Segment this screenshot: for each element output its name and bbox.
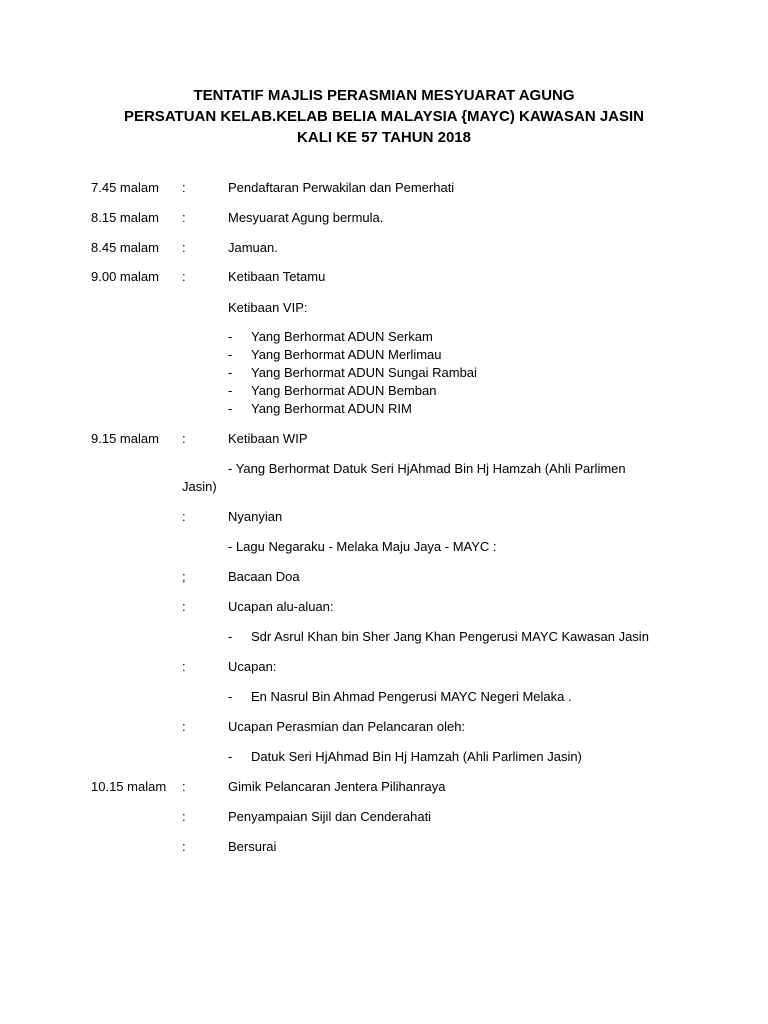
list-item xyxy=(0,382,768,400)
agenda-row xyxy=(0,209,768,227)
agenda-item: Ucapan Perasmian dan Pelancaran oleh: xyxy=(228,719,466,734)
vip-name: Yang Berhormat ADUN Bemban xyxy=(251,383,437,398)
vip-name: Yang Berhormat ADUN RIM xyxy=(251,401,412,416)
agenda-item: Ucapan: xyxy=(228,659,277,674)
agenda-colon: : xyxy=(182,659,186,674)
agenda-colon: ; xyxy=(182,569,186,584)
agenda-item: Mesyuarat Agung bermula. xyxy=(228,210,384,225)
bullet-dash: - xyxy=(228,629,233,644)
wip-guest-line: - Yang Berhormat Datuk Seri HjAhmad Bin Hj Hamzah (Ahli Parlimen xyxy=(228,461,626,476)
vip-name: Yang Berhormat ADUN Merlimau xyxy=(251,347,442,362)
agenda-colon: : xyxy=(182,180,186,195)
vip-heading-row xyxy=(0,299,768,317)
list-item xyxy=(0,748,768,766)
agenda-colon: : xyxy=(182,719,186,734)
agenda-colon: : xyxy=(182,240,186,255)
title-line-3: KALI KE 57 TAHUN 2018 xyxy=(297,129,471,146)
bullet-dash: - xyxy=(228,401,233,416)
agenda-time: 9.00 malam xyxy=(91,269,159,284)
agenda-row xyxy=(0,598,768,616)
agenda-time: 9.15 malam xyxy=(91,431,159,446)
list-item xyxy=(0,688,768,706)
agenda-time: 7.45 malam xyxy=(91,180,159,195)
bullet-dash: - xyxy=(228,365,233,380)
agenda-item: Ketibaan WIP xyxy=(228,431,308,446)
agenda-item: Bersurai xyxy=(228,839,277,854)
bullet-dash: - xyxy=(228,749,233,764)
agenda-time: 10.15 malam xyxy=(91,779,167,794)
agenda-item: Bacaan Doa xyxy=(228,569,300,584)
agenda-row xyxy=(0,430,768,448)
agenda-item: Gimik Pelancaran Jentera Pilihanraya xyxy=(228,779,446,794)
agenda-row xyxy=(0,718,768,736)
agenda-row xyxy=(0,268,768,286)
agenda-row xyxy=(0,778,768,796)
list-item xyxy=(0,364,768,382)
list-item xyxy=(0,628,768,646)
wip-guest-row-cont xyxy=(0,478,768,496)
vip-heading: Ketibaan VIP: xyxy=(228,300,308,315)
agenda-row xyxy=(0,508,768,526)
title-line-2: PERSATUAN KELAB.KELAB BELIA MALAYSIA {MAYC) KAWASAN JASIN xyxy=(123,108,645,125)
wip-guest-line-cont: Jasin) xyxy=(182,479,217,494)
agenda-item: Penyampaian Sijil dan Cenderahati xyxy=(228,809,432,824)
wip-guest-row xyxy=(0,460,768,478)
title-line-1: TENTATIF MAJLIS PERASMIAN MESYUARAT AGUNG xyxy=(193,87,575,104)
vip-name: Yang Berhormat ADUN Serkam xyxy=(251,329,433,344)
agenda-item: Jamuan. xyxy=(228,240,278,255)
agenda-row xyxy=(0,239,768,257)
welcome-speaker: Sdr Asrul Khan bin Sher Jang Khan Pengerusi MAYC Kawasan Jasin xyxy=(251,629,649,644)
list-item xyxy=(0,346,768,364)
agenda-row xyxy=(0,808,768,826)
songs-line: - Lagu Negaraku - Melaka Maju Jaya - MAYC : xyxy=(228,539,497,554)
agenda-row xyxy=(0,658,768,676)
agenda-colon: : xyxy=(182,779,186,794)
speech-speaker: En Nasrul Bin Ahmad Pengerusi MAYC Negeri Melaka . xyxy=(251,689,572,704)
bullet-dash: - xyxy=(228,383,233,398)
bullet-dash: - xyxy=(228,347,233,362)
agenda-colon: : xyxy=(182,269,186,284)
agenda-colon: : xyxy=(182,431,186,446)
agenda-row xyxy=(0,568,768,586)
agenda-item: Nyanyian xyxy=(228,509,283,524)
launch-speaker: Datuk Seri HjAhmad Bin Hj Hamzah (Ahli Parlimen Jasin) xyxy=(251,749,582,764)
agenda-item: Pendaftaran Perwakilan dan Pemerhati xyxy=(228,180,455,195)
agenda-colon: : xyxy=(182,809,186,824)
document-title xyxy=(0,86,768,149)
agenda-item: Ucapan alu-aluan: xyxy=(228,599,334,614)
agenda-time: 8.15 malam xyxy=(91,210,159,225)
list-item xyxy=(0,400,768,418)
agenda-colon: : xyxy=(182,599,186,614)
agenda-colon: : xyxy=(182,839,186,854)
list-item xyxy=(0,328,768,346)
agenda-row xyxy=(0,838,768,856)
bullet-dash: - xyxy=(228,689,233,704)
agenda-colon: : xyxy=(182,210,186,225)
agenda-time: 8.45 malam xyxy=(91,240,159,255)
vip-name: Yang Berhormat ADUN Sungai Rambai xyxy=(251,365,477,380)
agenda-row xyxy=(0,179,768,197)
agenda-item: Ketibaan Tetamu xyxy=(228,269,326,284)
songs-row xyxy=(0,538,768,556)
agenda-colon: : xyxy=(182,509,186,524)
bullet-dash: - xyxy=(228,329,233,344)
